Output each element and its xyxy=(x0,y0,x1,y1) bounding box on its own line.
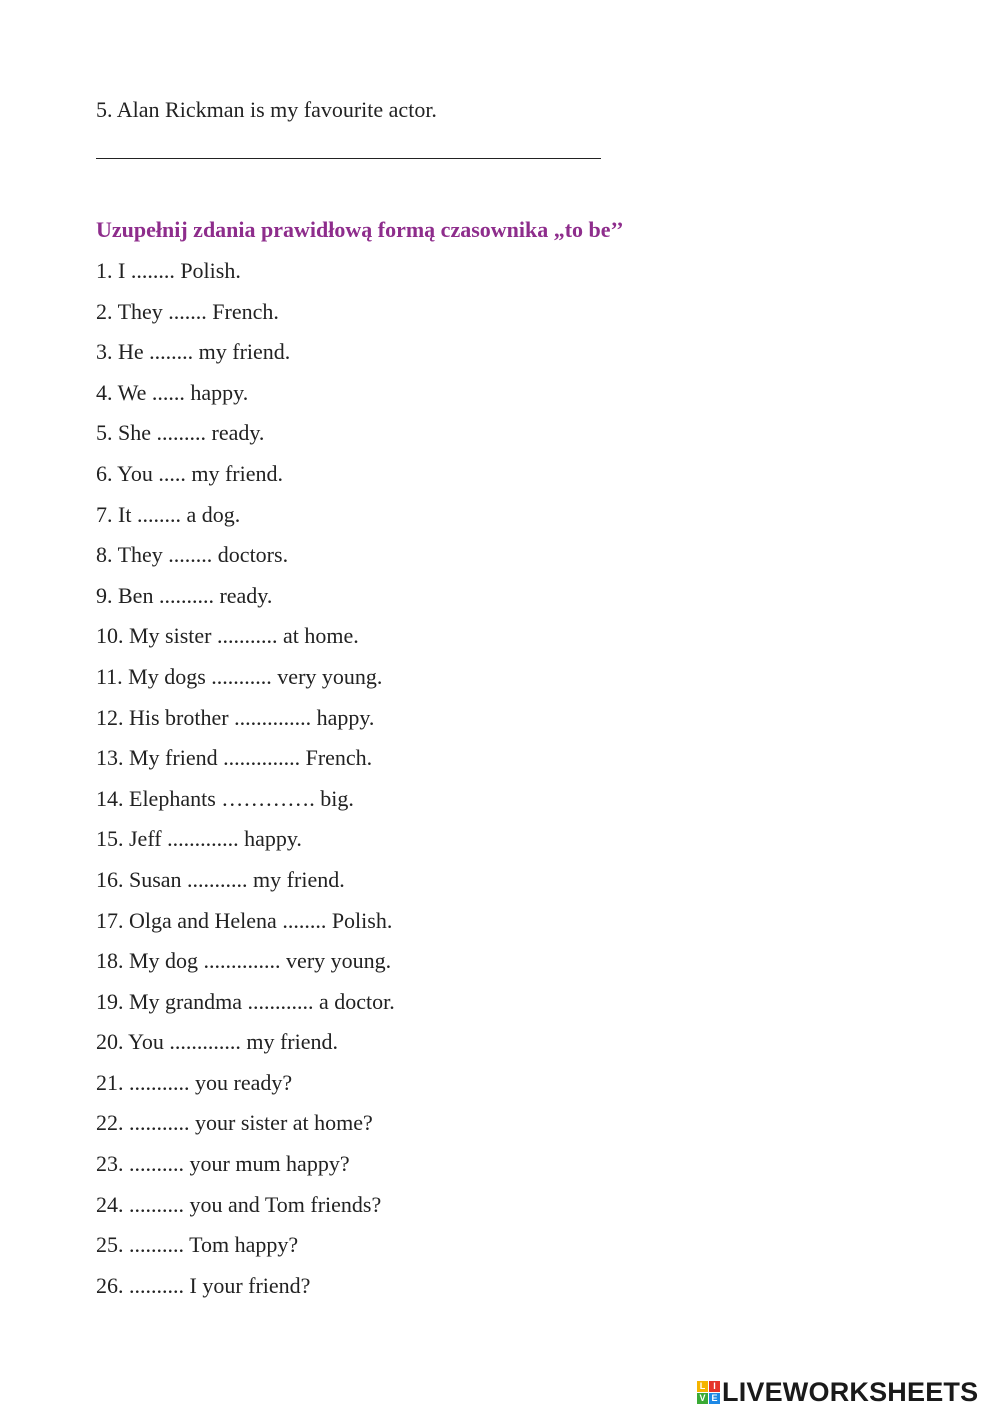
logo-mark-letter: V xyxy=(697,1393,708,1404)
exercise-item: 15. Jeff ............. happy. xyxy=(96,826,302,852)
exercise-item: 20. You ............. my friend. xyxy=(96,1029,339,1055)
exercise-item: 23. .......... your mum happy? xyxy=(96,1151,350,1177)
exercise-list xyxy=(96,258,395,1313)
exercise-item: 10. My sister ........... at home. xyxy=(96,623,359,649)
logo-mark-letter: L xyxy=(697,1381,708,1392)
logo-text: LIVEWORKSHEETS xyxy=(722,1376,979,1407)
exercise-item: 8. They ........ doctors. xyxy=(96,542,289,568)
exercise-item: 11. My dogs ........... very young. xyxy=(96,663,383,689)
logo-mark-letter: I xyxy=(709,1381,720,1392)
exercise-item: 3. He ........ my friend. xyxy=(96,339,291,365)
exercise-item: 9. Ben .......... ready. xyxy=(96,582,273,608)
exercise-heading: Uzupełnij zdania prawidłową formą czasownika „to be’’ xyxy=(96,217,624,242)
exercise-item: 24. .......... you and Tom friends? xyxy=(96,1191,382,1217)
exercise-item: 25. .......... Tom happy? xyxy=(96,1232,299,1258)
logo-mark-icon xyxy=(697,1381,720,1404)
exercise-item: 7. It ........ a dog. xyxy=(96,501,241,527)
exercise-item: 1. I ........ Polish. xyxy=(96,258,241,283)
exercise-item: 4. We ...... happy. xyxy=(96,379,249,405)
exercise-item: 16. Susan ........... my friend. xyxy=(96,866,345,892)
exercise-item: 22. ........... your sister at home? xyxy=(96,1110,373,1136)
exercise-item: 14. Elephants …………. big. xyxy=(96,785,354,811)
exercise-item: 17. Olga and Helena ........ Polish. xyxy=(96,907,393,933)
exercise-item: 6. You ..... my friend. xyxy=(96,460,284,486)
exercise-item: 21. ........... you ready? xyxy=(96,1069,293,1095)
exercise-item: 2. They ....... French. xyxy=(96,298,279,324)
exercise-item: 18. My dog .............. very young. xyxy=(96,948,392,974)
previous-item-text: 5. Alan Rickman is my favourite actor. xyxy=(96,97,437,122)
exercise-item: 12. His brother .............. happy. xyxy=(96,704,375,730)
exercise-item: 19. My grandma ............ a doctor. xyxy=(96,988,395,1014)
liveworksheets-logo xyxy=(697,1377,978,1407)
exercise-item: 13. My friend .............. French. xyxy=(96,745,373,771)
exercise-item: 5. She ......... ready. xyxy=(96,420,265,446)
answer-line[interactable] xyxy=(96,158,601,159)
exercise-item: 26. .......... I your friend? xyxy=(96,1272,311,1298)
logo-mark-letter: E xyxy=(709,1393,720,1404)
